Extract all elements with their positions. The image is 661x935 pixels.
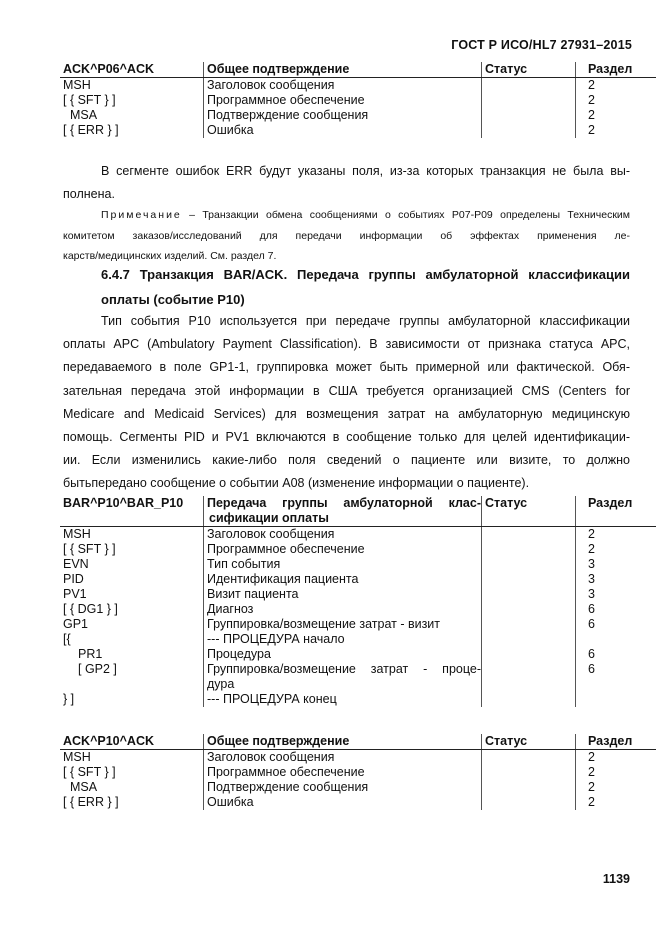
section-cell: 6 — [576, 602, 657, 617]
text-line: В сегменте ошибок ERR будут указаны поля, из-за которых транзакция не была вы- — [101, 164, 630, 178]
message-table-ack-p06 — [60, 62, 656, 138]
section-cell: 6 — [576, 647, 657, 662]
description-cell: Подтверждение сообщения — [204, 108, 482, 123]
description-cell: --- ПРОЦЕДУРА начало — [204, 632, 482, 647]
status-cell — [482, 765, 576, 780]
section-cell — [576, 632, 657, 647]
table-row — [60, 677, 656, 692]
table-header-row — [60, 62, 656, 78]
segment-cell: [ { SFT } ] — [63, 765, 116, 779]
text-line: помощь. Сегменты PID и PV1 включаются в сообщение только для целей идентификации- — [63, 430, 630, 445]
section-cell: 2 — [576, 542, 657, 557]
section-heading — [63, 262, 630, 312]
status-cell — [482, 527, 576, 543]
header-line: сификации оплаты — [209, 511, 329, 525]
segment-cell: PV1 — [63, 587, 87, 601]
table-row — [60, 123, 656, 138]
table-row — [60, 572, 656, 587]
text-line: оплаты APC (Ambulatory Payment Classification). В зависимости от признака статуса APC, — [63, 337, 630, 352]
segment-cell: PR1 — [78, 647, 103, 661]
status-cell — [482, 795, 576, 810]
col-header-section: Раздел — [576, 496, 657, 527]
segment-cell: [{ — [63, 632, 71, 646]
col-header-message: BAR^P10^BAR_P10 — [60, 496, 204, 527]
segment-cell: [ { ERR } ] — [63, 123, 119, 137]
status-cell — [482, 542, 576, 557]
status-cell — [482, 557, 576, 572]
segment-cell — [60, 677, 204, 692]
table-row — [60, 602, 656, 617]
col-header-status: Статус — [482, 62, 576, 78]
section-cell: 3 — [576, 572, 657, 587]
description-cell: Группировка/возмещение затрат - проце- — [204, 662, 482, 677]
table-header-row — [60, 734, 656, 750]
table-row — [60, 527, 656, 543]
section-cell: 2 — [576, 123, 657, 138]
text-line: полнена. — [63, 187, 115, 202]
message-table-ack-p10 — [60, 734, 656, 810]
description-cell: Ошибка — [204, 123, 482, 138]
status-cell — [482, 632, 576, 647]
message-table-bar-p10 — [60, 496, 656, 707]
section-cell: 6 — [576, 662, 657, 677]
text-line: зательная передача этой информации в США требуется организацией CMS (Centers for — [63, 383, 630, 398]
text-line — [63, 205, 630, 226]
section-cell — [576, 692, 657, 707]
heading-line: оплаты (событие P10) — [101, 292, 245, 307]
paragraph-err-segment — [63, 160, 630, 206]
page-number: 1139 — [602, 872, 630, 886]
section-cell: 2 — [576, 93, 657, 108]
description-cell: Заголовок сообщения — [204, 78, 482, 94]
segment-cell: MSH — [63, 750, 91, 764]
description-cell: Заголовок сообщения — [204, 750, 482, 766]
col-header-section: Раздел — [576, 62, 657, 78]
text-line: Тип события P10 используется при передаче группы амбулаторной классификации — [101, 314, 630, 328]
segment-cell: [ GP2 ] — [78, 662, 117, 676]
segment-cell: GP1 — [63, 617, 89, 631]
section-cell: 3 — [576, 587, 657, 602]
segment-cell: [ { ERR } ] — [63, 795, 119, 809]
description-cell: дура — [204, 677, 482, 692]
table-header-row — [60, 496, 656, 527]
text-line: бытьпередано сообщение о событии A08 (изменение информации о пациенте). — [63, 476, 530, 491]
status-cell — [482, 750, 576, 766]
segment-cell: [ { SFT } ] — [63, 93, 116, 107]
section-cell: 2 — [576, 108, 657, 123]
table-row — [60, 780, 656, 795]
status-cell — [482, 677, 576, 692]
segment-cell: } ] — [63, 692, 75, 706]
status-cell — [482, 587, 576, 602]
status-cell — [482, 572, 576, 587]
note-block — [63, 205, 630, 267]
status-cell — [482, 78, 576, 94]
table-row — [60, 632, 656, 647]
description-cell: Визит пациента — [204, 587, 482, 602]
section-cell: 3 — [576, 557, 657, 572]
col-header-description — [204, 496, 482, 527]
note-text: – Транзакции обмена сообщениями о событиях P07-P09 определены Техническим — [181, 209, 630, 221]
section-cell: 2 — [576, 780, 657, 795]
col-header-message: ACK^P10^ACK — [60, 734, 204, 750]
section-cell: 2 — [576, 765, 657, 780]
table-row — [60, 78, 656, 94]
text-line: Medicare and Medicaid Services) для возмещения затрат на амбулаторную медицинскую — [63, 406, 630, 421]
status-cell — [482, 617, 576, 632]
segment-cell: MSA — [70, 108, 98, 122]
text-line: комитетом заказов/исследований для передачи информации об эффектах применения ле- — [63, 229, 630, 242]
table-row — [60, 692, 656, 707]
table-row — [60, 647, 656, 662]
segment-cell: MSA — [70, 780, 98, 794]
description-cell: Программное обеспечение — [204, 765, 482, 780]
col-header-section: Раздел — [576, 734, 657, 750]
table-row — [60, 795, 656, 810]
status-cell — [482, 93, 576, 108]
description-cell: Тип события — [204, 557, 482, 572]
status-cell — [482, 602, 576, 617]
header-line: Передача группы амбулаторной клас- — [207, 496, 481, 510]
segment-cell: [ { SFT } ] — [63, 542, 116, 556]
text-line: ии. Если изменились какие-либо поля сведений о пациенте или визите, то должно — [63, 453, 630, 468]
table-row — [60, 750, 656, 766]
col-header-status: Статус — [482, 496, 576, 527]
col-header-message: ACK^P06^ACK — [60, 62, 204, 78]
table-row — [60, 542, 656, 557]
col-header-description: Общее подтверждение — [204, 62, 482, 78]
col-header-description: Общее подтверждение — [204, 734, 482, 750]
description-cell: Программное обеспечение — [204, 542, 482, 557]
segment-cell: MSH — [63, 527, 91, 541]
status-cell — [482, 780, 576, 795]
table-row — [60, 662, 656, 677]
description-cell: Идентификация пациента — [204, 572, 482, 587]
description-cell: Подтверждение сообщения — [204, 780, 482, 795]
section-cell: 2 — [576, 750, 657, 766]
section-cell: 2 — [576, 795, 657, 810]
col-header-status: Статус — [482, 734, 576, 750]
description-cell: Диагноз — [204, 602, 482, 617]
segment-cell: [ { DG1 } ] — [63, 602, 118, 616]
heading-line: 6.4.7 Транзакция BAR/ACK. Передача группы амбулаторной классификации — [101, 267, 630, 282]
description-cell: Заголовок сообщения — [204, 527, 482, 543]
note-label: Примечание — [101, 209, 182, 221]
text-line: передаваемого в поле GP1-1, группировка может быть примерной или фактической. Обя- — [63, 360, 630, 375]
table-row — [60, 617, 656, 632]
table-row — [60, 587, 656, 602]
document-header: ГОСТ Р ИСО/HL7 27931–2015 — [451, 38, 632, 52]
table-row — [60, 93, 656, 108]
segment-cell: EVN — [63, 557, 89, 571]
section-cell: 6 — [576, 617, 657, 632]
description-cell: Программное обеспечение — [204, 93, 482, 108]
table-row — [60, 765, 656, 780]
description-cell: --- ПРОЦЕДУРА конец — [204, 692, 482, 707]
status-cell — [482, 123, 576, 138]
section-cell: 2 — [576, 78, 657, 94]
status-cell — [482, 647, 576, 662]
status-cell — [482, 662, 576, 677]
description-cell: Группировка/возмещение затрат - визит — [204, 617, 482, 632]
text-line: карств/медицинских изделий. См. раздел 7. — [63, 250, 277, 262]
description-cell: Ошибка — [204, 795, 482, 810]
table-row — [60, 108, 656, 123]
status-cell — [482, 108, 576, 123]
section-cell — [576, 677, 657, 692]
segment-cell: MSH — [63, 78, 91, 92]
description-cell: Процедура — [204, 647, 482, 662]
section-cell: 2 — [576, 527, 657, 543]
status-cell — [482, 692, 576, 707]
segment-cell: PID — [63, 572, 84, 586]
table-row — [60, 557, 656, 572]
paragraph-p10-description — [63, 310, 630, 496]
